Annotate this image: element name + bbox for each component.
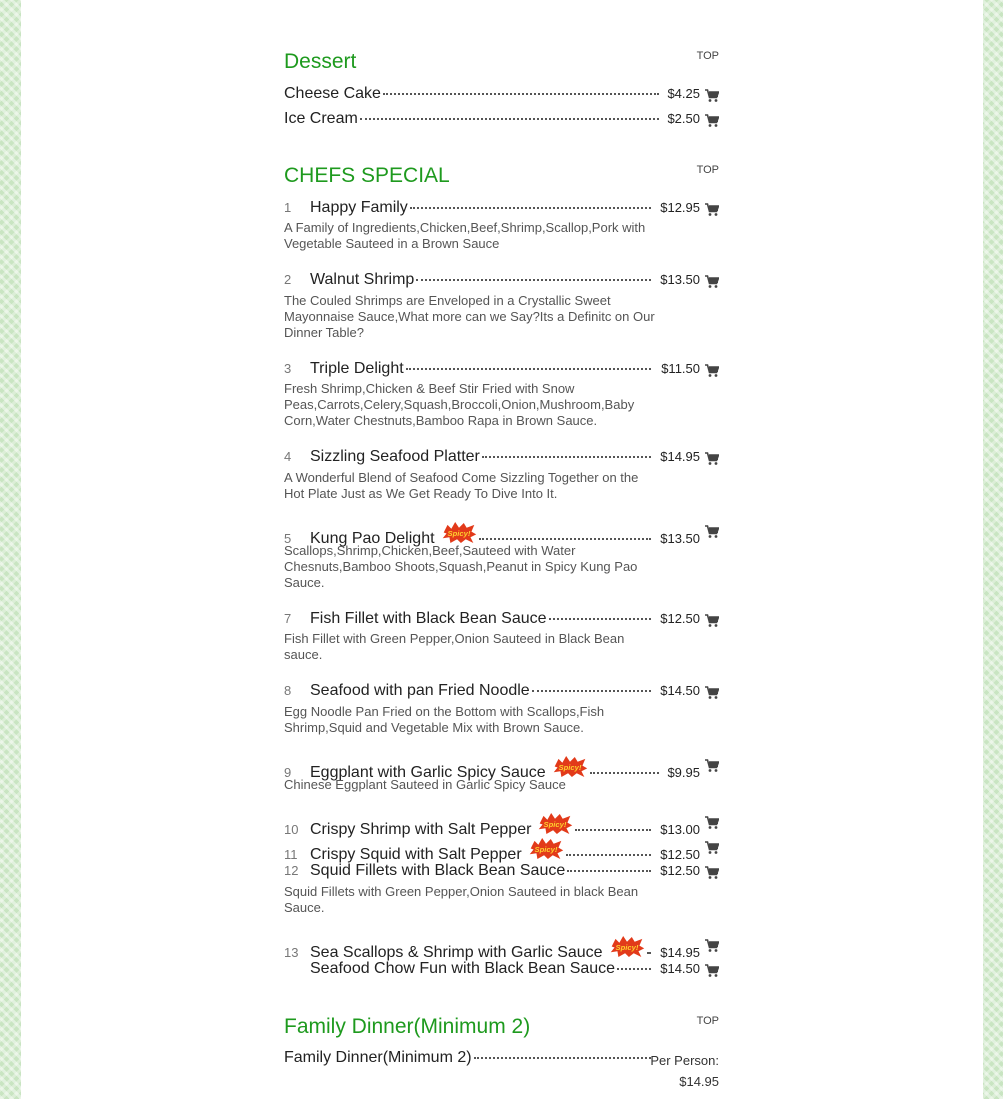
menu-page xyxy=(21,0,983,1099)
item-name-text: Squid Fillets with Black Bean Sauce xyxy=(310,862,566,879)
section-title-family-dinner: Family Dinner(Minimum 2) xyxy=(284,1015,531,1038)
dot-leader xyxy=(549,618,651,620)
item-price: $11.50 xyxy=(661,361,700,376)
menu-item xyxy=(284,755,719,781)
item-name xyxy=(310,682,530,700)
menu-item xyxy=(284,610,719,632)
dot-leader xyxy=(575,829,651,831)
menu-item xyxy=(284,935,719,961)
item-price: $13.50 xyxy=(660,531,700,546)
menu-item xyxy=(284,360,719,382)
section-title-dessert: Dessert xyxy=(284,50,357,73)
shopping-cart-icon[interactable] xyxy=(705,866,719,880)
item-name-text: Seafood with pan Fried Noodle xyxy=(310,682,530,699)
dot-leader xyxy=(647,952,651,954)
item-name-text: Sea Scallops & Shrimp with Garlic Sauce xyxy=(310,944,603,961)
svg-text:Spicy!: Spicy! xyxy=(558,762,582,772)
dot-leader xyxy=(617,968,651,970)
item-description: Chinese Eggplant Sauteed in Garlic Spicy Sauce xyxy=(284,777,566,792)
item-name: Ice Cream xyxy=(284,110,358,127)
item-number: 9 xyxy=(284,765,292,780)
dot-leader xyxy=(482,456,651,458)
item-number: 8 xyxy=(284,683,292,698)
item-name-text: Fish Fillet with Black Bean Sauce xyxy=(310,610,547,627)
shopping-cart-icon[interactable] xyxy=(705,841,719,855)
top-link-chefs-special[interactable]: TOP xyxy=(696,164,719,176)
shopping-cart-icon[interactable] xyxy=(705,759,719,773)
per-person-price xyxy=(649,1050,719,1092)
item-name-text: Triple Delight xyxy=(310,360,404,377)
menu-item xyxy=(284,862,719,884)
section-title-chefs-special: CHEFS SPECIAL xyxy=(284,164,450,187)
item-name-text: Kung Pao Delight xyxy=(310,530,435,547)
svg-text:Spicy!: Spicy! xyxy=(615,942,639,952)
item-name xyxy=(310,935,645,962)
item-name xyxy=(310,862,565,880)
shopping-cart-icon[interactable] xyxy=(705,614,719,628)
item-name xyxy=(310,199,408,217)
item-name xyxy=(310,837,564,864)
menu-item xyxy=(284,812,719,838)
item-name xyxy=(310,448,480,466)
item-price: $14.95 xyxy=(660,449,700,464)
item-description: The Couled Shrimps are Enveloped in a Crystallic Sweet Mayonnaise Sauce,What more can we Say?Its a Definitc on Our Dinner Table? xyxy=(284,293,655,340)
menu-item xyxy=(284,110,719,132)
dot-leader xyxy=(567,870,651,872)
spicy-badge-icon xyxy=(528,838,564,860)
menu-item xyxy=(284,682,719,704)
item-name xyxy=(310,812,573,839)
item-name-text: Crispy Squid with Salt Pepper xyxy=(310,846,522,863)
dot-leader xyxy=(416,279,651,281)
item-price: $14.50 xyxy=(660,683,700,698)
shopping-cart-icon[interactable] xyxy=(705,203,719,217)
dot-leader xyxy=(360,118,659,120)
item-description: Fresh Shrimp,Chicken & Beef Stir Fried with Snow Peas,Carrots,Celery,Squash,Broccoli,Onion,Mushroom,Baby Corn,Water Chestnuts,Bamboo Rapa in Brown Sauce. xyxy=(284,381,635,428)
item-name-text: Happy Family xyxy=(310,199,408,216)
item-number: 1 xyxy=(284,200,292,215)
shopping-cart-icon[interactable] xyxy=(705,89,719,103)
item-price: $13.00 xyxy=(660,822,700,837)
item-price: $14.50 xyxy=(660,961,700,976)
item-number: 10 xyxy=(284,822,299,837)
shopping-cart-icon[interactable] xyxy=(705,114,719,128)
menu-item xyxy=(284,837,719,863)
item-price: $12.50 xyxy=(660,611,700,626)
item-name xyxy=(310,960,615,978)
dot-leader xyxy=(383,93,659,95)
menu-item xyxy=(284,521,719,547)
item-number: 5 xyxy=(284,531,292,546)
menu-item xyxy=(284,448,719,470)
menu-item xyxy=(284,1049,654,1071)
item-number: 3 xyxy=(284,361,292,376)
item-name xyxy=(310,271,414,289)
top-link-dessert[interactable]: TOP xyxy=(696,50,719,62)
item-number: 2 xyxy=(284,272,292,287)
item-name-text: Crispy Shrimp with Salt Pepper xyxy=(310,821,532,838)
item-price: $9.95 xyxy=(667,765,700,780)
spicy-badge-icon xyxy=(552,756,588,778)
item-price: $14.95 xyxy=(660,945,700,960)
item-number: 4 xyxy=(284,449,292,464)
item-description: A Family of Ingredients,Chicken,Beef,Shrimp,Scallop,Pork with Vegetable Sauteed in a Brown Sauce xyxy=(284,220,646,251)
item-name xyxy=(310,360,404,378)
item-number: 11 xyxy=(284,847,298,862)
item-name: Cheese Cake xyxy=(284,85,381,102)
shopping-cart-icon[interactable] xyxy=(705,939,719,953)
item-price: $12.95 xyxy=(660,200,700,215)
menu-item xyxy=(284,271,719,293)
item-number: 13 xyxy=(284,945,299,960)
item-description: Squid Fillets with Green Pepper,Onion Sauteed in black Bean Sauce. xyxy=(284,884,639,915)
svg-text:Spicy!: Spicy! xyxy=(447,528,470,538)
dot-leader xyxy=(406,368,651,370)
item-description: A Wonderful Blend of Seafood Come Sizzling Together on the Hot Plate Just as We Get Ready To Dive Into It. xyxy=(284,470,639,501)
item-number: 7 xyxy=(284,611,292,626)
item-name xyxy=(310,610,547,628)
spicy-badge-icon xyxy=(537,813,573,835)
menu-item xyxy=(284,199,719,221)
item-price: $13.50 xyxy=(660,272,700,287)
item-name-text: Seafood Chow Fun with Black Bean Sauce xyxy=(310,960,616,977)
spicy-badge-icon xyxy=(441,522,477,544)
item-price: $12.50 xyxy=(660,863,700,878)
dot-leader xyxy=(479,538,651,540)
shopping-cart-icon[interactable] xyxy=(705,275,719,289)
shopping-cart-icon[interactable] xyxy=(705,964,719,978)
item-price: $4.25 xyxy=(667,86,700,101)
top-link-family-dinner[interactable]: TOP xyxy=(696,1015,719,1027)
item-number: 12 xyxy=(284,863,299,878)
item-name-text: Walnut Shrimp xyxy=(310,271,415,288)
menu-item xyxy=(284,960,719,982)
dot-leader xyxy=(590,772,659,774)
per-person-label: Per Person: xyxy=(650,1053,719,1068)
svg-text:Spicy!: Spicy! xyxy=(534,844,558,854)
menu-item xyxy=(284,85,719,107)
shopping-cart-icon[interactable] xyxy=(705,525,719,539)
item-description: Fish Fillet with Green Pepper,Onion Sauteed in Black Bean sauce. xyxy=(284,631,625,662)
item-price: $12.50 xyxy=(660,847,700,862)
shopping-cart-icon[interactable] xyxy=(705,364,719,378)
dot-leader xyxy=(410,207,651,209)
dot-leader xyxy=(566,854,651,856)
item-description: Egg Noodle Pan Fried on the Bottom with Scallops,Fish Shrimp,Squid and Vegetable Mix with Brown Sauce. xyxy=(284,704,605,735)
item-name-text: Sizzling Seafood Platter xyxy=(310,448,480,465)
item-description: Scallops,Shrimp,Chicken,Beef,Sauteed with Water Chesnuts,Bamboo Shoots,Squash,Peanut in Spicy Kung Pao Sauce. xyxy=(284,543,638,590)
item-price: $2.50 xyxy=(667,111,700,126)
shopping-cart-icon[interactable] xyxy=(705,816,719,830)
shopping-cart-icon[interactable] xyxy=(705,686,719,700)
spicy-badge-icon xyxy=(609,936,645,958)
svg-text:Spicy!: Spicy! xyxy=(543,819,567,829)
item-name-text: Eggplant with Garlic Spicy Sauce xyxy=(310,764,546,781)
item-price: $14.95 xyxy=(679,1074,719,1089)
item-name: Family Dinner(Minimum 2) xyxy=(284,1049,472,1066)
shopping-cart-icon[interactable] xyxy=(705,452,719,466)
dot-leader xyxy=(532,690,651,692)
dot-leader xyxy=(474,1057,651,1059)
